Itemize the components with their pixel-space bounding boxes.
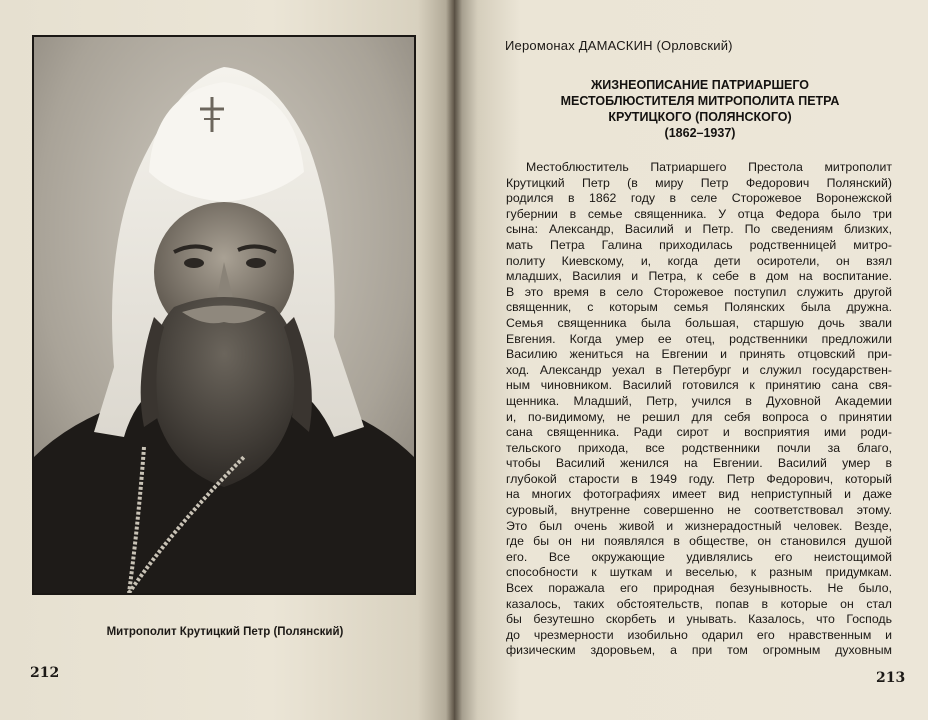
book-gutter [446, 0, 462, 720]
text-line: где бы он ни появлялся в обществе, он становился душой [506, 534, 892, 549]
metropolitan-portrait-image [34, 37, 414, 593]
page-number-left: 212 [30, 665, 60, 681]
text-line: и, по-видимому, не решил для себя вопроса о принятии [506, 409, 892, 424]
text-line: бы безутешно скорбеть и унывать. Казалось, что Господь [506, 612, 892, 627]
text-line: Местоблюститель Патриаршего Престола митрополит [526, 160, 892, 174]
text-line: сына: Александр, Василий и Петр. По сведениям близких, [506, 222, 892, 237]
text-line: священник, с которым семья Полянских была дружна. [506, 300, 892, 315]
text-line: родился в 1862 году в селе Сторожевое Воронежской [506, 191, 892, 206]
text-line: Это был очень живой и жизнерадостный человек. Везде, [506, 518, 892, 533]
photo-caption: Митрополит Крутицкий Петр (Полянский) [106, 626, 344, 638]
text-line: до чрезмерности изобильно одарил его нравственным и [506, 627, 892, 642]
text-line: Крутицкий Петр (в миру Петр Федорович Полянский) [506, 175, 892, 190]
article-title [520, 77, 880, 141]
text-line: сана священника. Ради сирот и восприятия ими роди- [506, 425, 892, 440]
text-line: казалось, таких обстоятельств, попав в которые он стал [506, 596, 892, 611]
text-line: политу Киевскому, и, когда дети осиротели, он взял [506, 253, 892, 268]
text-line: младших, Василия и Петра, к себе в дом на воспитание. [506, 269, 892, 284]
portrait-photo [32, 35, 416, 595]
text-line: суровый, внутренне совершенно не соответствовал этому. [506, 503, 892, 518]
text-line: чтобы Василий женился на Евгении. Василий умер в [506, 456, 892, 471]
text-line: способности к шуткам и веселью, к разным придумкам. [506, 565, 892, 580]
text-line: глубокой старости в 1949 году. Петр Федорович, который [506, 471, 892, 486]
text-line: Евгения. Когда умер ее отец, родственники предложили [506, 331, 892, 346]
article-body [506, 160, 892, 659]
title-line: МЕСТОБЛЮСТИТЕЛЯ МИТРОПОЛИТА ПЕТРА [560, 94, 840, 108]
title-line: КРУТИЦКОГО (ПОЛЯНСКОГО) [608, 110, 792, 124]
text-line: мать Петра Галина приходилась родственницей митро- [506, 237, 892, 252]
text-line: Семья священника была большая, старшую дочь звали [506, 315, 892, 330]
title-dates: (1862–1937) [664, 126, 736, 140]
text-line: его. Все окружающие удивлялись его неистощимой [506, 549, 892, 564]
text-line: губернии в семье священника. У отца Федора было три [506, 206, 892, 221]
text-line: Василию жениться на Евгении и принять отцовский при- [506, 347, 892, 362]
text-line: на многих фотографиях имеет вид неприступный и даже [506, 487, 892, 502]
text-line: В это время в село Сторожевое поступил служить другой [506, 284, 892, 299]
text-line: ход. Александр уехал в Петербург и служил государствен- [506, 362, 892, 377]
title-line: ЖИЗНЕОПИСАНИЕ ПАТРИАРШЕГО [591, 78, 809, 92]
page-number-right: 213 [876, 670, 906, 686]
text-line: тельского прихода, все родственники почли за благо, [506, 440, 892, 455]
text-line: физическим здоровьем, а при том огромным духовным [506, 643, 892, 658]
author-line: Иеромонах ДАМАСКИН (Орловский) [505, 38, 733, 53]
text-line: ным чиновником. Василий готовился к принятию сана свя- [506, 378, 892, 393]
left-page [0, 0, 454, 720]
text-line: Всех поражала его природная безунывность. Не было, [506, 581, 892, 596]
text-line: щенника. Младший, Петр, учился в Духовной Академии [506, 393, 892, 408]
